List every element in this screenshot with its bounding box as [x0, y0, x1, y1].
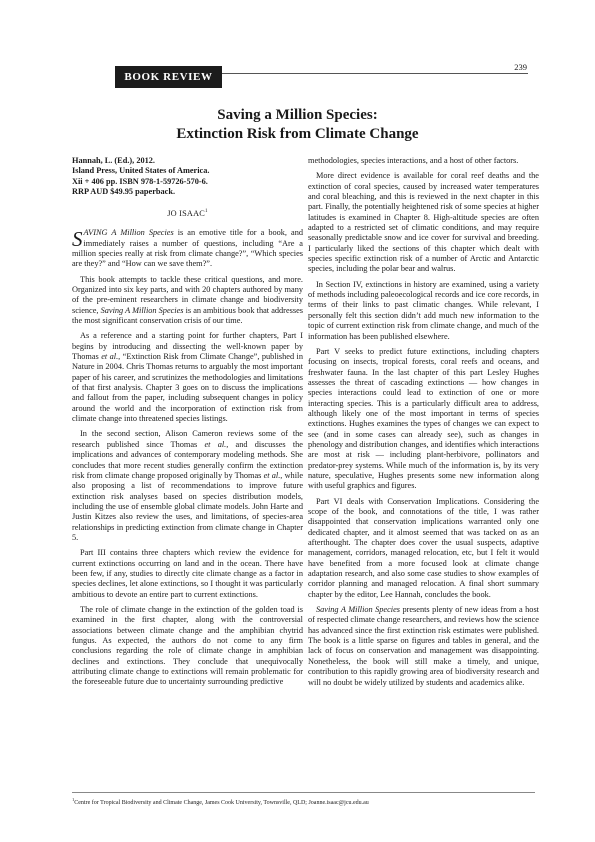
footnote [72, 796, 535, 807]
section-banner: BOOK REVIEW [115, 66, 222, 88]
paragraph: Part III contains three chapters which review the evidence for current extinctions occurring on land and in the ocean. There have been few, if any, studies to directly cite climate change as a factor in species declines, let alone extinctions, so I thought it was particularly ambitious to devote an entire part to current extinctions. [72, 548, 303, 599]
paragraph: In the second section, Alison Cameron reviews some of the research published since Thomas et al., and discusses the implications and advances of contemporary modeling methods. She concludes that more recent studies generally confirm the extinction risk from climate change proposed originally by Thomas et al., while also proposing a list of recommendations to improve future extinction risk analyses based on species distribution models, including the use of ensemble global climate models. John Harte and Justin Kitzes also review the uses, and limitations, of species-area relationships in predicting extinction from climate change in Chapter 5. [72, 429, 303, 542]
book-title-italic: Saving A Million Species [316, 605, 401, 615]
paragraph: Part V seeks to predict future extinctions, including chapters focusing on insects, tropical forests, coral reefs and oceans, and freshwater fauna. In the last chapter of this part Lesley Hughes assesses the threat of cascading extinctions — how changes in species interactions could lead to extinction of one or more interacting species. This is a particularly difficult area to address, although likely one of the most important in terms of species extinctions. Hughes examines the types of changes we can expect to see (and in some cases can already see), such as changes in phenology and distribution changes, and identifies which interactions are most at risk — including plant-herbivore, pollinators and predator-prey systems. While much of the information is, by its very nature, speculative, Hughes presents some new information along with useful graphics and figures. [308, 346, 539, 491]
biblio-line-1: Hannah, L. (Ed.), 2012. [72, 156, 155, 165]
page-number: 239 [514, 62, 527, 72]
title-line-2: Extinction Risk from Climate Change [176, 125, 419, 142]
biblio-line-4: RRP AUD $49.95 paperback. [72, 186, 176, 196]
paragraph: methodologies, species interactions, and a host of other factors. [308, 156, 519, 165]
paragraph: More direct evidence is available for coral reef deaths and the extinction of coral species, caused by increased water temperatures and coral bleaching, and this is reviewed in the next chapter in this part. Finally, the potentially heightened risk of some species at higher latitudes is examined in Chapter 8. High-altitude species are often adapted to a restricted set of climatic conditions, and may require seasonally predictable snow and ice cover for survival and breeding. I particularly liked the sections of this chapter which dealt with species specific extinction risk of a number of Arctic and Antarctic species, including the polar bear and walrus. [308, 171, 539, 274]
drop-cap: S [72, 227, 83, 252]
footnote-text: Centre for Tropical Biodiversity and Climate Change, James Cook University, Townsville, QLD; Joanne.isaac@jcu.edu.au [74, 800, 369, 806]
book-title-italic: AVING A Million Species [83, 228, 174, 238]
footnote-mark: 1 [72, 797, 75, 802]
paragraph: In Section IV, extinctions in history are examined, using a variety of methods including paleoecological records and ice core records, in terms of their links to past climatic changes. While relevant, I personally felt this section didn’t add much new information to the topic of current extinction risk from climate change, and much of the information has been published elsewhere. [308, 279, 539, 341]
book-title-italic: Saving A Million Species [100, 305, 184, 315]
author-footnote-mark: 1 [205, 209, 208, 215]
paragraph: Saving A Million Species presents plenty of new ideas from a host of respected climate change researchers, and reviews how the science has advanced since the first extinction risk estimates were published. The book is a little sparse on figures and tables in general, and the lack of focus on conservation and management was disappointing. Nonetheless, the book will still make a timely, and unique, contribution to this rapidly growing area of biodiversity research and will no doubt be widely utilized by students and academics alike. [308, 605, 539, 687]
title-line-1: Saving a Million Species: [217, 107, 378, 123]
paragraph: As a reference and a starting point for further chapters, Part I begins by introducing and dissecting the well-known paper by Thomas et al., “Extinction Risk from Climate Change”, published in Nature in 2004. Chris Thomas returns to arguably the most important paper of his career, and scrutinizes the methodologies and limitations of that first analysis. Chapter 3 goes on to discuss the implications and fallout from the paper, including subsequent changes in policy around the world and the incorporation of extinction risk from climate change into threatened species listings. [72, 331, 304, 424]
left-column [72, 156, 303, 693]
author-name: JO ISAAC [167, 208, 206, 218]
author-byline [72, 207, 303, 219]
paragraph: Part VI deals with Conservation Implications. Considering the scope of the book, and connotations of the title, I was rather disappointed that conservation implications warranted only one dedicated chapter, and it almost seemed that was tacked on as an afterthought. The chapter does cover the usual suspects, adaptive management, corridors, managed relocation, etc, but I felt it would have benefited from a more focused look at climate change adaptation research, and also some case studies to show examples of corridor planning and managed relocation. A final short summary chapter by the editor, Lee Hannah, concludes the book. [308, 496, 539, 599]
right-column [308, 156, 539, 693]
biblio-line-3: Xii + 406 pp. ISBN 978-1-59726-570-6. [72, 176, 208, 186]
paragraph: SAVING A Million Species is an emotive title for a book, and immediately raises a number of questions, including “Are a million species really at risk from climate change?”, “Which species are they?” and “How can we save them?”. [72, 227, 303, 269]
biblio-line-2: Island Press, United States of America. [72, 166, 210, 176]
bibliographic-info [72, 156, 303, 197]
paragraph: This book attempts to tackle these critical questions, and more. Organized into six key parts, and with 20 chapters authored by many of the pre-eminent researchers in climate change and biodiversity science, Saving A Million Species is an ambitious book that addresses the most significant conservation crisis of our time. [72, 274, 303, 326]
paragraph: The role of climate change in the extinction of the golden toad is examined in the first chapter, along with the controversial associations between climate change and the amphibian chytrid fungus. As expected, the authors do not come to any firm conclusions regarding the role of climate change in amphibian declines and extinctions. They conclude that unequivocally attributing climate change to extinctions will remain problematic for the foreseeable future due to uncertainty surrounding predictive [72, 604, 303, 687]
article-title [60, 106, 535, 143]
footnote-rule [72, 792, 535, 793]
